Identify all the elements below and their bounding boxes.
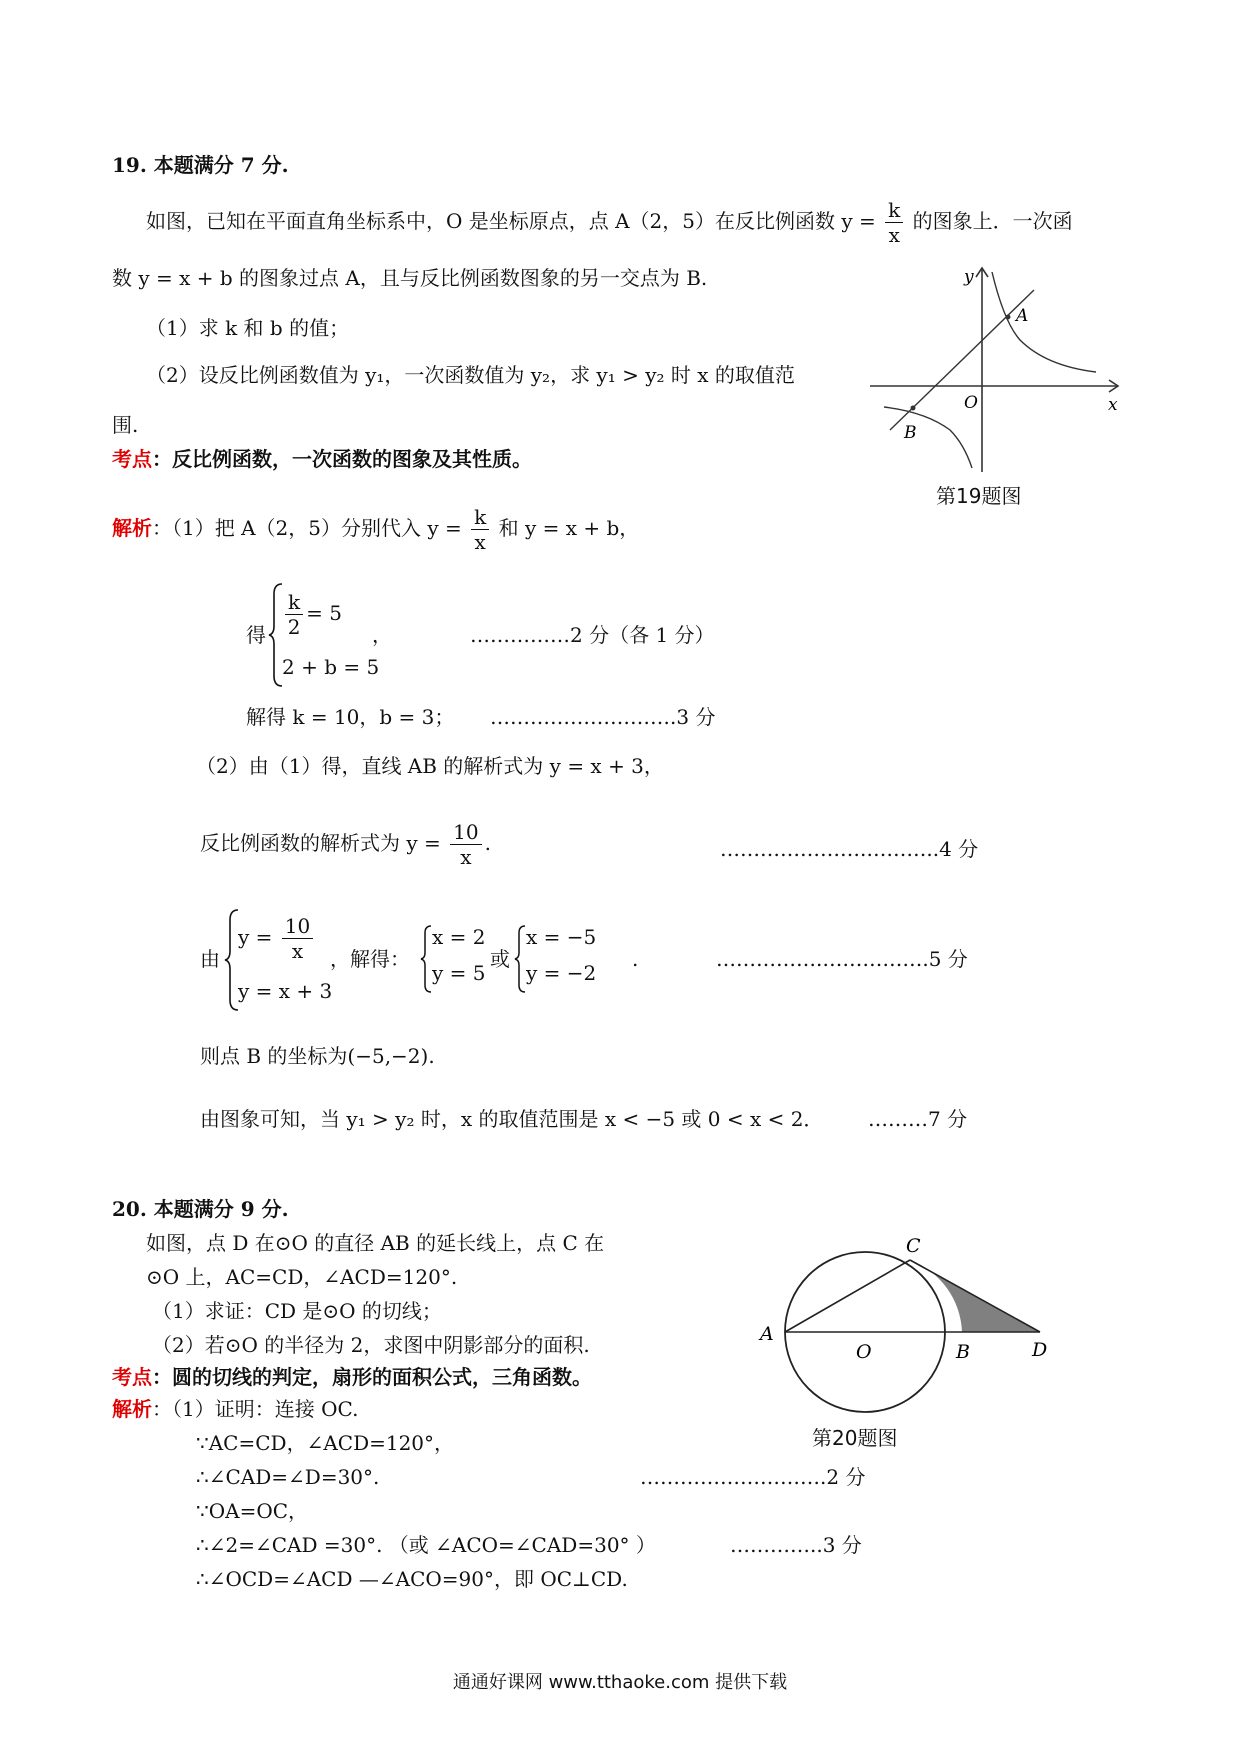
q20-intro1: 如图，点 D 在⊙O 的直径 AB 的延长线上，点 C 在	[146, 1231, 605, 1255]
fraction-denominator: x	[291, 939, 304, 963]
inverse-dot: .	[484, 831, 491, 855]
eq1-lhs: y =	[238, 925, 273, 949]
q20-part1: （1）求证：CD 是⊙O 的切线；	[152, 1299, 442, 1323]
solution1-x: x = 2	[432, 925, 486, 949]
kaodian-label: 考点	[112, 447, 152, 471]
q19-part2-end: 围.	[112, 413, 139, 437]
fig19-label-a: A	[1016, 306, 1029, 326]
fraction-numerator: k	[285, 590, 303, 615]
solve-line: 解得 k = 10，b = 3；	[246, 705, 455, 729]
range-line: 由图象可知，当 y₁ > y₂ 时，x 的取值范围是 x < −5 或 0 < x < 2．	[200, 1107, 824, 1131]
system2-jiede: ，解得：	[330, 947, 410, 971]
fraction-denominator: 2	[287, 615, 301, 639]
fig19-caption: 第19题图	[936, 484, 1022, 508]
figure-20	[752, 1222, 1064, 1418]
inverse-text: 反比例函数的解析式为 y =	[200, 831, 441, 855]
system2-you: 由	[200, 947, 220, 971]
q19-part2: （2）设反比例函数值为 y₁，一次函数值为 y₂，求 y₁ > y₂ 时 x 的取值范	[146, 363, 795, 387]
q20-jiexi	[112, 1396, 358, 1422]
fig19-point-a	[1006, 315, 1011, 320]
system2-fraction	[282, 914, 313, 963]
system2-eq1	[238, 914, 316, 963]
system2-eq2: y = x + 3	[238, 979, 333, 1003]
q19-jiexi	[112, 505, 639, 554]
fraction-numerator: 10	[450, 820, 481, 845]
system-eq1	[282, 590, 342, 639]
jiexi-text-b: 和 y = x + b，	[498, 516, 640, 540]
solution2-y: y = −2	[526, 961, 597, 985]
fraction-numerator: k	[471, 505, 489, 530]
system-comma: ，	[372, 623, 392, 647]
jiexi-text: ：（1）证明：连接 OC.	[152, 1397, 359, 1421]
kaodian-text: ：反比例函数，一次函数的图象及其性质。	[152, 447, 532, 471]
q20-line3: ∵OA=OC，	[196, 1499, 309, 1523]
jiexi-fraction	[471, 505, 489, 554]
score-4: ………………….………..4 分	[720, 837, 979, 861]
fig19-label-x: x	[1108, 395, 1118, 415]
q20-part2: （2）若⊙O 的半径为 2，求图中阴影部分的面积.	[152, 1333, 590, 1357]
fraction-numerator: k	[885, 198, 903, 223]
fig20-label-o: O	[856, 1341, 872, 1363]
fig19-label-b: B	[904, 423, 917, 443]
fig20-label-c: C	[906, 1235, 921, 1257]
q19-intro-a: 如图，已知在平面直角坐标系中，O 是坐标原点，点 A（2，5）在反比例函数 y =	[146, 209, 876, 233]
fig20-line-ac	[785, 1260, 910, 1332]
solution1-brace	[420, 924, 432, 994]
fraction-numerator: 10	[282, 914, 313, 939]
q20-line1: ∵AC=CD，∠ACD=120°，	[196, 1431, 455, 1455]
score-5: …………….…………….5 分	[716, 947, 968, 971]
q19-heading: 19. 本题满分 7 分.	[112, 153, 289, 177]
q20-heading: 20. 本题满分 9 分.	[112, 1197, 289, 1221]
q19-intro-line1	[146, 198, 1073, 247]
solution-dot: .	[632, 947, 639, 971]
jiexi-text-a: ：（1）把 A（2，5）分别代入 y =	[152, 516, 462, 540]
system-de: 得	[246, 623, 266, 647]
kaodian-label: 考点	[112, 1365, 152, 1389]
solution1-y: y = 5	[432, 961, 486, 985]
score-7: ………7 分	[868, 1107, 968, 1131]
q19-intro-b: 的图象上．一次函	[912, 209, 1073, 233]
fig19-label-y: y	[964, 267, 974, 287]
fraction-denominator: x	[888, 223, 900, 247]
fig19-hyperbola-left	[884, 407, 972, 468]
q20-score-3: …………..3 分	[730, 1533, 862, 1557]
part2-line: （2）由（1）得，直线 AB 的解析式为 y = x + 3，	[196, 754, 664, 778]
eq1-fraction	[285, 590, 303, 639]
jiexi-label: 解析	[112, 1397, 152, 1421]
point-b-line: 则点 B 的坐标为(−5,−2).	[200, 1044, 435, 1068]
fig19-label-o: O	[964, 393, 978, 413]
system-eq2: 2 + b = 5	[282, 655, 380, 679]
fig20-label-a: A	[760, 1323, 774, 1345]
q19-kaodian	[112, 446, 532, 472]
fig20-caption: 第20题图	[812, 1426, 898, 1450]
eq1-rhs: = 5	[306, 601, 342, 625]
q20-line4: ∴∠2=∠CAD =30°. （或 ∠ACO=∠CAD=30° ）	[196, 1533, 656, 1557]
solution2-brace	[514, 924, 526, 994]
q19-part1: （1）求 k 和 b 的值；	[146, 316, 350, 340]
q19-intro-fraction	[885, 198, 903, 247]
q20-line2: ∴∠CAD=∠D=30°.	[196, 1465, 380, 1489]
fraction-denominator: x	[474, 530, 486, 554]
score-2: ……………2 分（各 1 分）	[470, 623, 715, 647]
fig19-point-b	[911, 406, 916, 411]
fraction-denominator: x	[460, 845, 472, 869]
figure-19	[868, 262, 1128, 478]
kaodian-text: ：圆的切线的判定，扇形的面积公式，三角函数。	[152, 1365, 592, 1389]
score-3: ……………………….3 分	[490, 705, 716, 729]
fig20-label-d: D	[1032, 1339, 1048, 1361]
q20-score-2: ……………………….2 分	[640, 1465, 866, 1489]
fig19-hyperbola-right	[992, 272, 1096, 372]
q20-intro2: ⊙O 上，AC=CD，∠ACD=120°.	[146, 1265, 458, 1289]
solution-or: 或	[490, 947, 510, 971]
fig20-label-b: B	[956, 1341, 970, 1363]
inverse-formula	[200, 820, 491, 869]
solution2-x: x = −5	[526, 925, 597, 949]
jiexi-label: 解析	[112, 516, 152, 540]
q20-kaodian	[112, 1364, 592, 1390]
q19-intro-line2: 数 y = x + b 的图象过点 A，且与反比例函数图象的另一交点为 B.	[112, 266, 708, 290]
page-footer: 通通好课网 www.tthaoke.com 提供下载	[452, 1672, 788, 1693]
inverse-fraction	[450, 820, 481, 869]
q20-line5: ∴∠OCD=∠ACD —∠ACO=90°，即 OC⊥CD.	[196, 1567, 628, 1591]
